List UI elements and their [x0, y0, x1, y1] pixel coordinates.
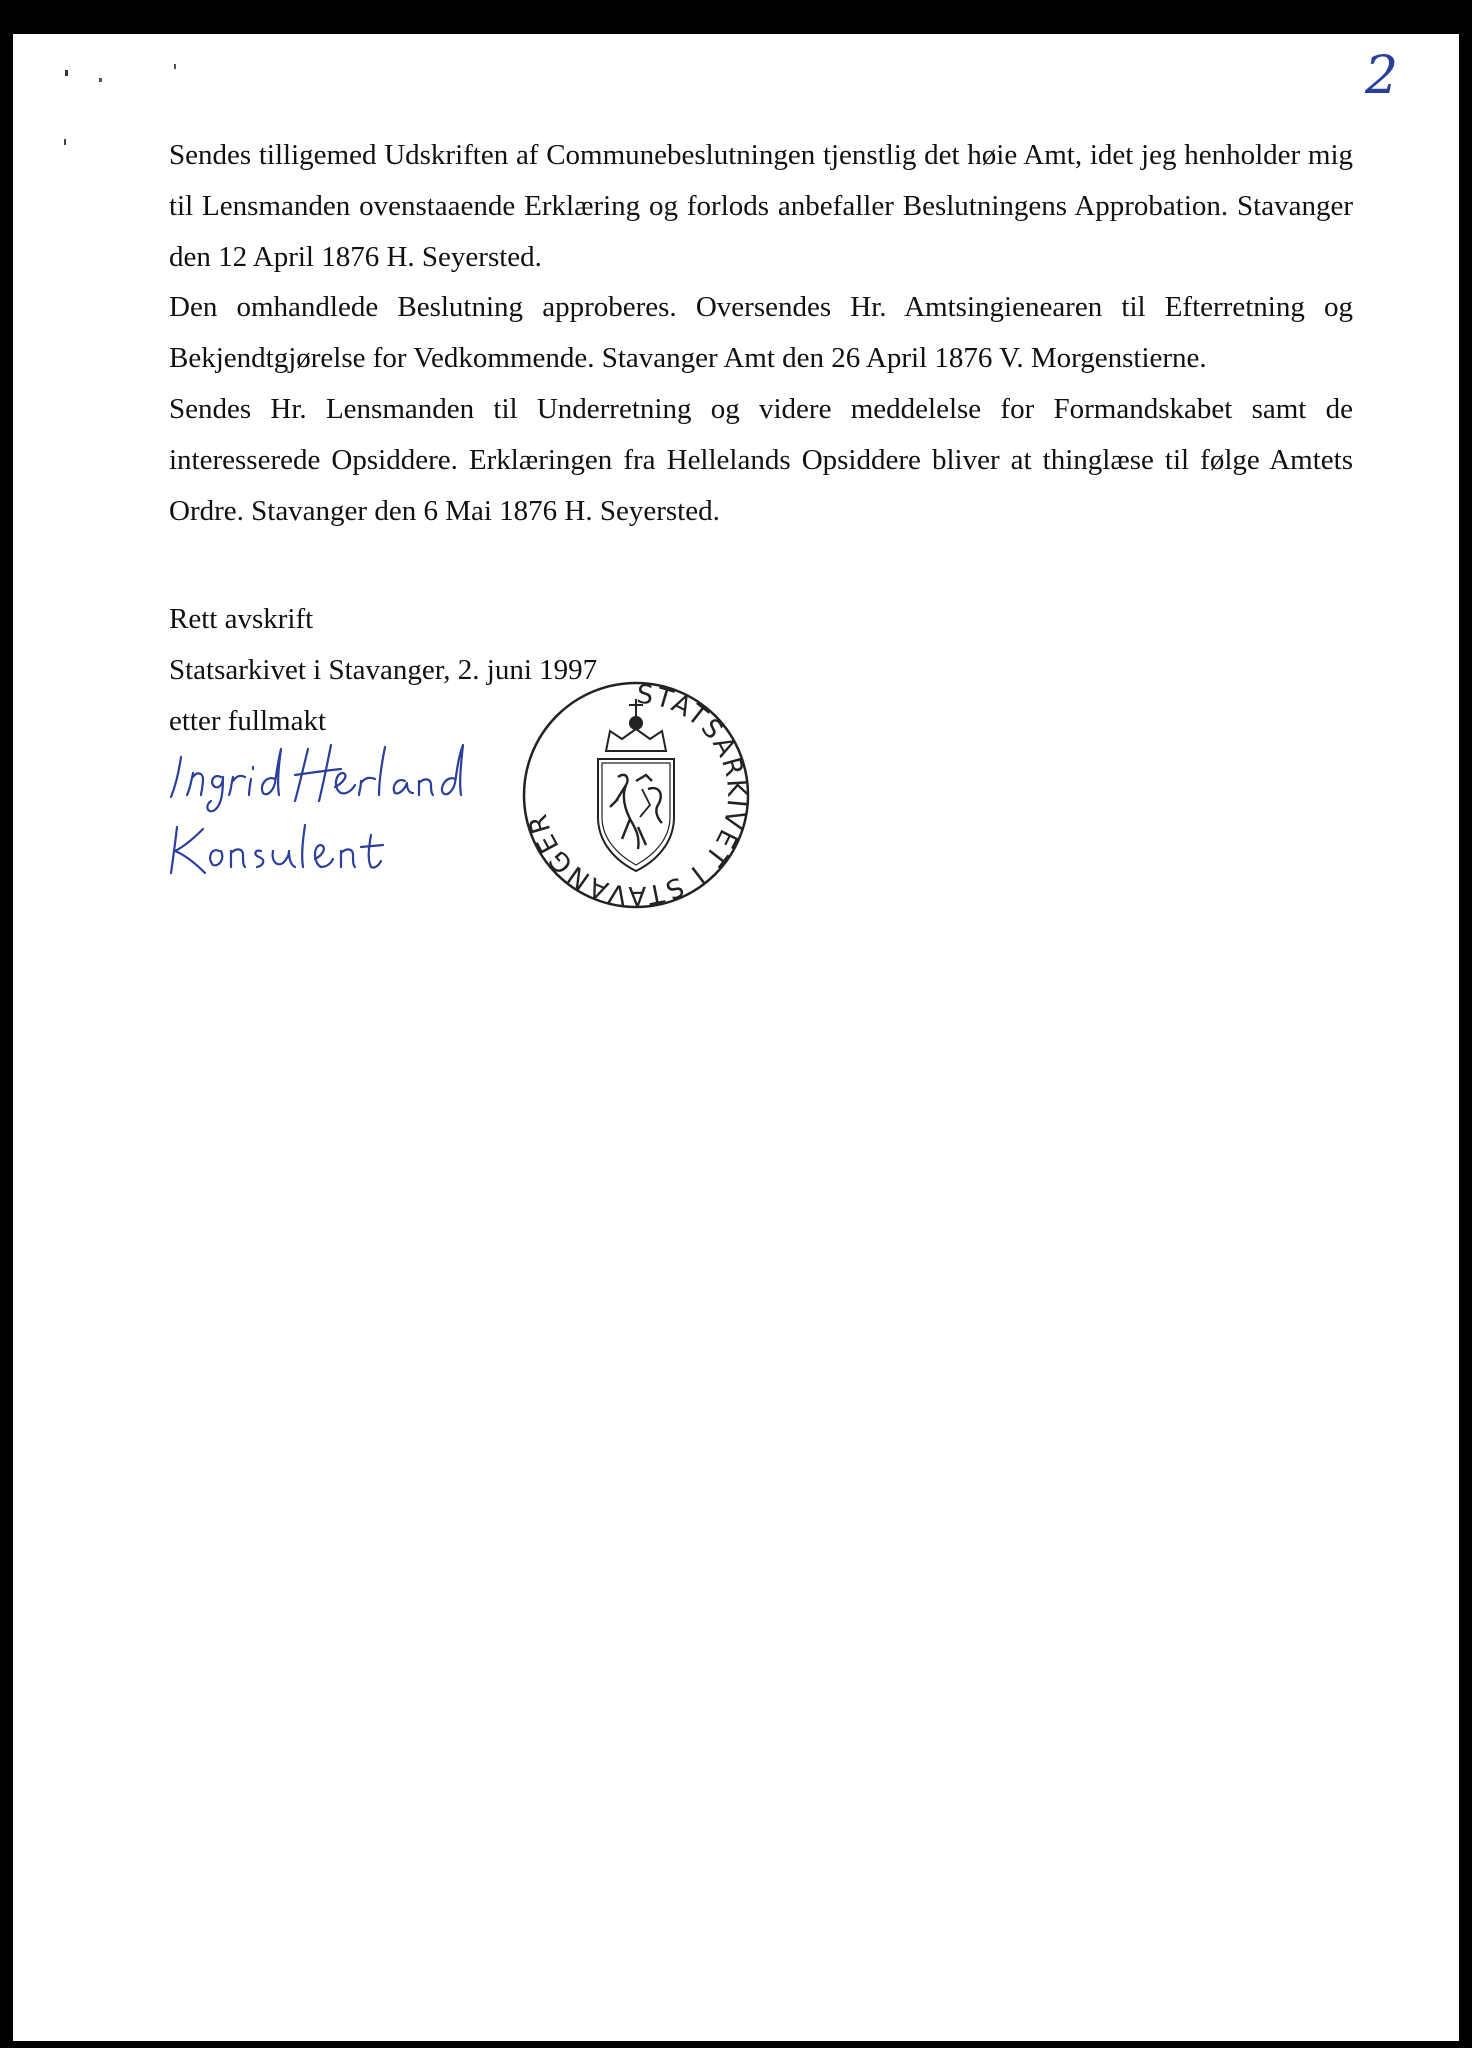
paragraph-2: Den omhandlede Beslutning approberes. Oversendes Hr. Amtsingienearen til Efterretning og Bekjendtgjørelse for Vedkommende. Stavanger Amt den 26 April 1876 V. Morgenstierne. [169, 291, 1353, 375]
handwritten-signature [163, 739, 483, 899]
page-number: 2 [1365, 46, 1399, 106]
seal-text: STATSARKIVET I STAVANGER [522, 679, 752, 911]
document-page [13, 34, 1459, 2041]
coat-of-arms-icon [598, 699, 674, 871]
archive-seal [518, 677, 754, 913]
authority-text: etter fullmakt [169, 704, 327, 737]
document-body [169, 130, 1353, 536]
paragraph-1: Sendes tilligemed Udskriften af Communebeslutningen tjenstlig det høie Amt, idet jeg henholder mig til Lensmanden ovenstaaende Erklæring og forlods anbefaller Beslutningens Approbation. Stavanger den 12 April 1876 H. Seyersted. [169, 139, 1353, 273]
place-date: Statsarkivet i Stavanger, 2. juni 1997 [169, 653, 598, 686]
paragraph-3: Sendes Hr. Lensmanden til Underretning og videre meddelelse for Formandskabet samt de interesserede Opsiddere. Erklæringen fra Hellelands Opsiddere bliver at thinglæse til følge Amtets Ordre. Stavanger den 6 Mai 1876 H. Seyersted. [169, 392, 1353, 527]
certification-text: Rett avskrift [169, 603, 314, 635]
